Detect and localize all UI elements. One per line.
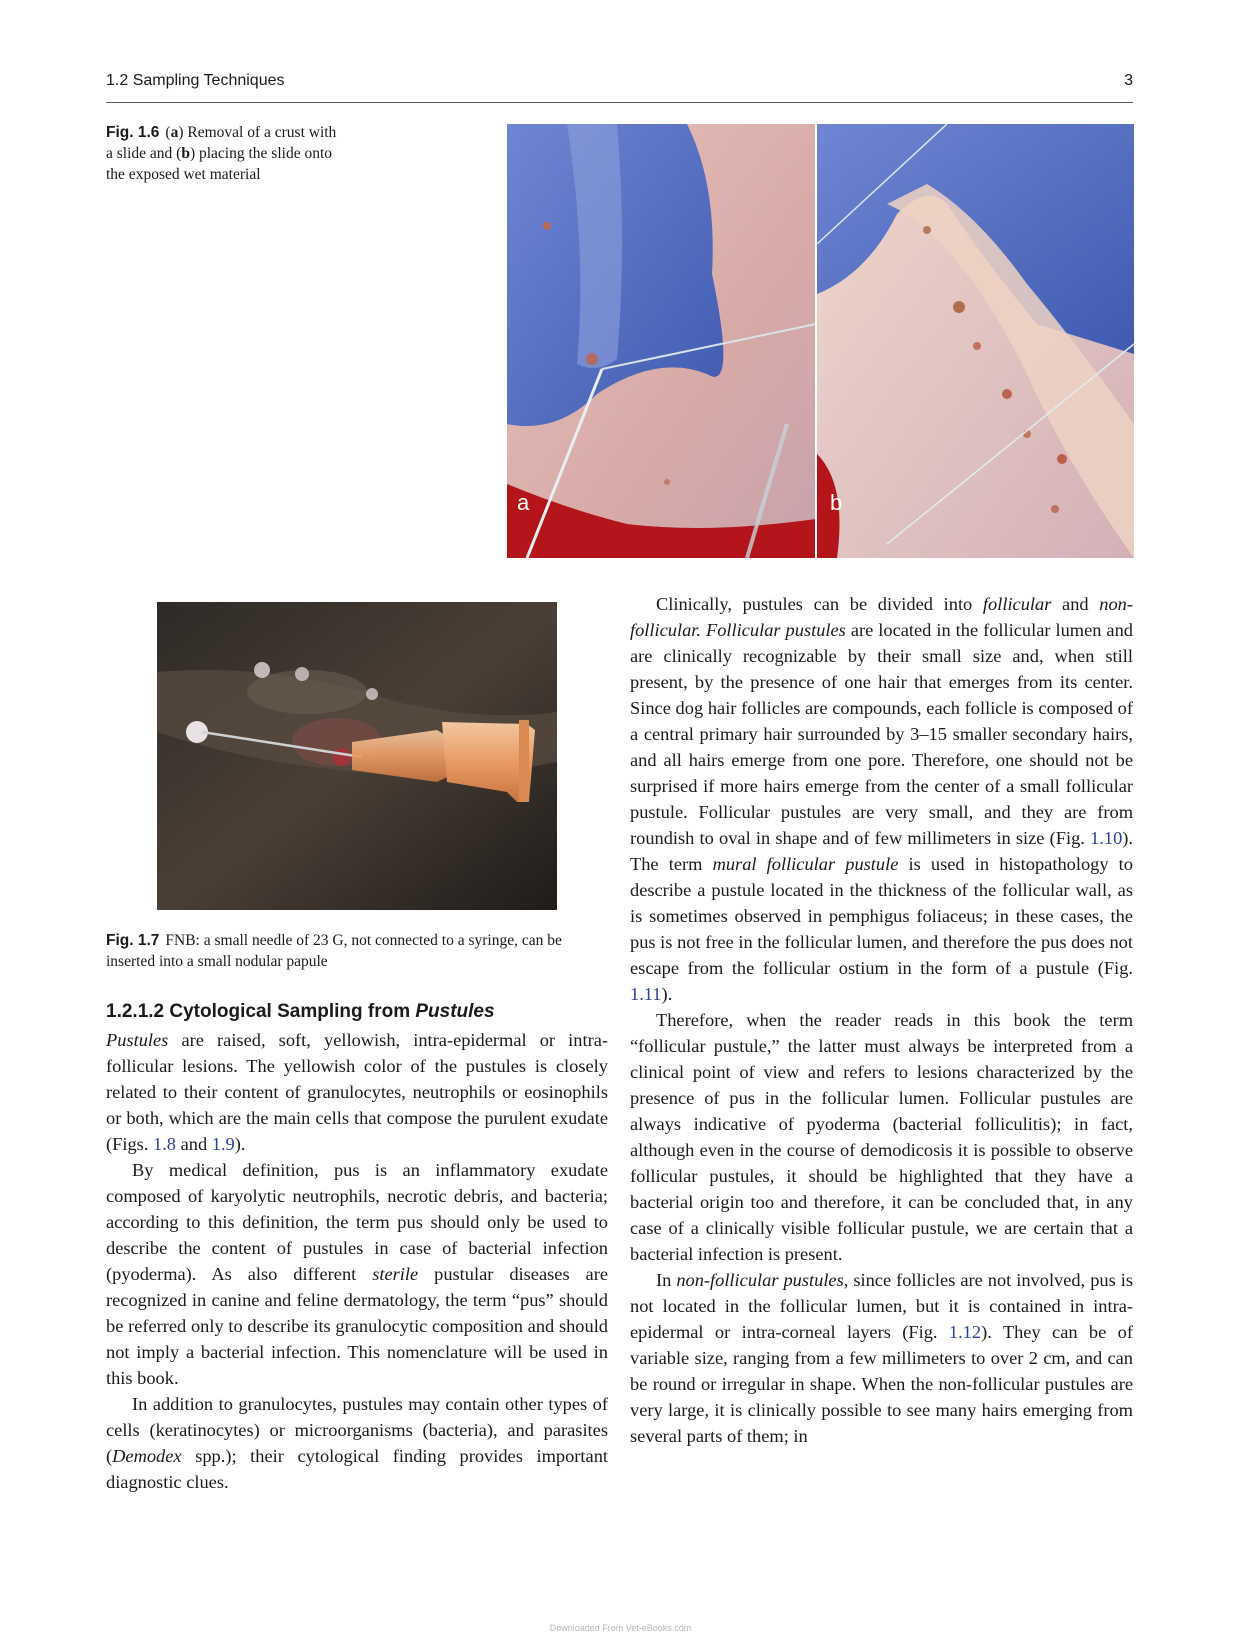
- figure-ref-link[interactable]: 1.8: [153, 1134, 177, 1154]
- section-title: 1.2 Sampling Techniques: [106, 72, 285, 89]
- section-heading: 1.2.1.2 Cytological Sampling from Pustules: [106, 1001, 495, 1022]
- figure-ref-link[interactable]: 1.10: [1090, 828, 1123, 848]
- fig-1-6-caption: Fig. 1.6 (a) Removal of a crust with a slide and (b) placing the slide onto the exposed wet material: [106, 124, 337, 183]
- panel-divider: [815, 124, 817, 558]
- download-watermark: Downloaded From Vet-eBooks.com: [549, 1623, 692, 1633]
- page-number: 3: [1124, 72, 1133, 89]
- fig-label: Fig. 1.7: [106, 932, 160, 949]
- right-column: [630, 591, 1133, 1449]
- running-header: [106, 70, 1133, 103]
- paragraph: In addition to granulocytes, pustules may contain other types of cells (keratinocytes) or microorganisms (bacteria), and parasites (Demodex spp.); their cytological finding provides important diagnostic clues.: [106, 1394, 608, 1492]
- panel-a-label: a: [517, 490, 530, 515]
- fig-label: Fig. 1.6: [106, 124, 160, 141]
- figure-ref-link[interactable]: 1.9: [211, 1134, 235, 1154]
- paragraph: By medical definition, pus is an inflammatory exudate composed of karyolytic neutrophils, necrotic debris, and bacteria; according to this definition, the term pus should only be used to describe the content of pustules in case of bacterial infection (pyoderma). As also different sterile pustular diseases are recognized in canine and feline dermatology, the term “pus” should be referred only to describe its granulocytic composition and should not imply a bacterial infection. This nomenclature will be used in this book.: [106, 1160, 609, 1388]
- fig-1-6-photo: [507, 124, 1134, 558]
- paragraph: Clinically, pustules can be divided into follicular and non-follicular. Follicular pustules are located in the follicular lumen and are clinically recognizable by their small size and, when still present, by the presence of one hair that emerges from its center. Since dog hair follicles are compounds, each follicle is composed of a central primary hair surrounded by 3–15 smaller secondary hairs, and all hairs emerge from one pore. Therefore, one should not be surprised if more hairs emerge from the center of a small follicular pustule. Follicular pustules are very small, and they are from roundish to oval in shape and of few millimeters in size (Fig. 1.10). The term mural follicular pustule is used in histopathology to describe a pustule located in the thickness of the follicular wall, as is sometimes observed in pemphigus foliaceus; in these cases, the pus is not free in the follicular lumen, and therefore the pus does not escape from the follicular ostium in the form of a pustule (Fig. 1.11).: [630, 594, 1133, 1004]
- paragraph: Therefore, when the reader reads in this book the term “follicular pustule,” the latter must always be interpreted from a clinical point of view and refers to lesions characterized by the presence of pus in the follicular lumen. Follicular pustules are always indicative of pyoderma (bacterial folliculitis); in fact, although even in the course of demodicosis it is possible to observe follicular pustules, it should be highlighted that they have a bacterial origin too and therefore, it can be concluded that, in any case of a clinically visible follicular pustule, we are certain that a bacterial infection is present.: [630, 1010, 1133, 1264]
- left-column: [106, 1027, 608, 1495]
- panel-b-label: b: [830, 490, 843, 515]
- paragraph: In non-follicular pustules, since follicles are not involved, pus is not located in the follicular lumen, but it is contained in intra-epidermal or intra-corneal layers (Fig. 1.12). They can be of variable size, ranging from a few millimeters to over 2 cm, and can be round or irregular in shape. When the non-follicular pustules are very large, it is clinically possible to see many hairs emerging from several parts of them; in: [630, 1270, 1133, 1446]
- paragraph: Pustules are raised, soft, yellowish, intra-epidermal or intra-follicular lesions. The yellowish color of the pustules is closely related to their content of granulocytes, neutrophils or eosinophils or both, which are the main cells that compose the purulent exudate (Figs. 1.8 and 1.9).: [106, 1030, 608, 1154]
- figure-ref-link[interactable]: 1.11: [630, 984, 662, 1004]
- figure-ref-link[interactable]: 1.12: [948, 1322, 982, 1342]
- panel-b-image: [817, 124, 1134, 558]
- panel-a-image: [507, 124, 816, 558]
- fig-1-7-caption: Fig. 1.7 FNB: a small needle of 23 G, not connected to a syringe, can be inserted into a small nodular papule: [106, 932, 562, 970]
- fig-1-7-photo: [157, 602, 557, 910]
